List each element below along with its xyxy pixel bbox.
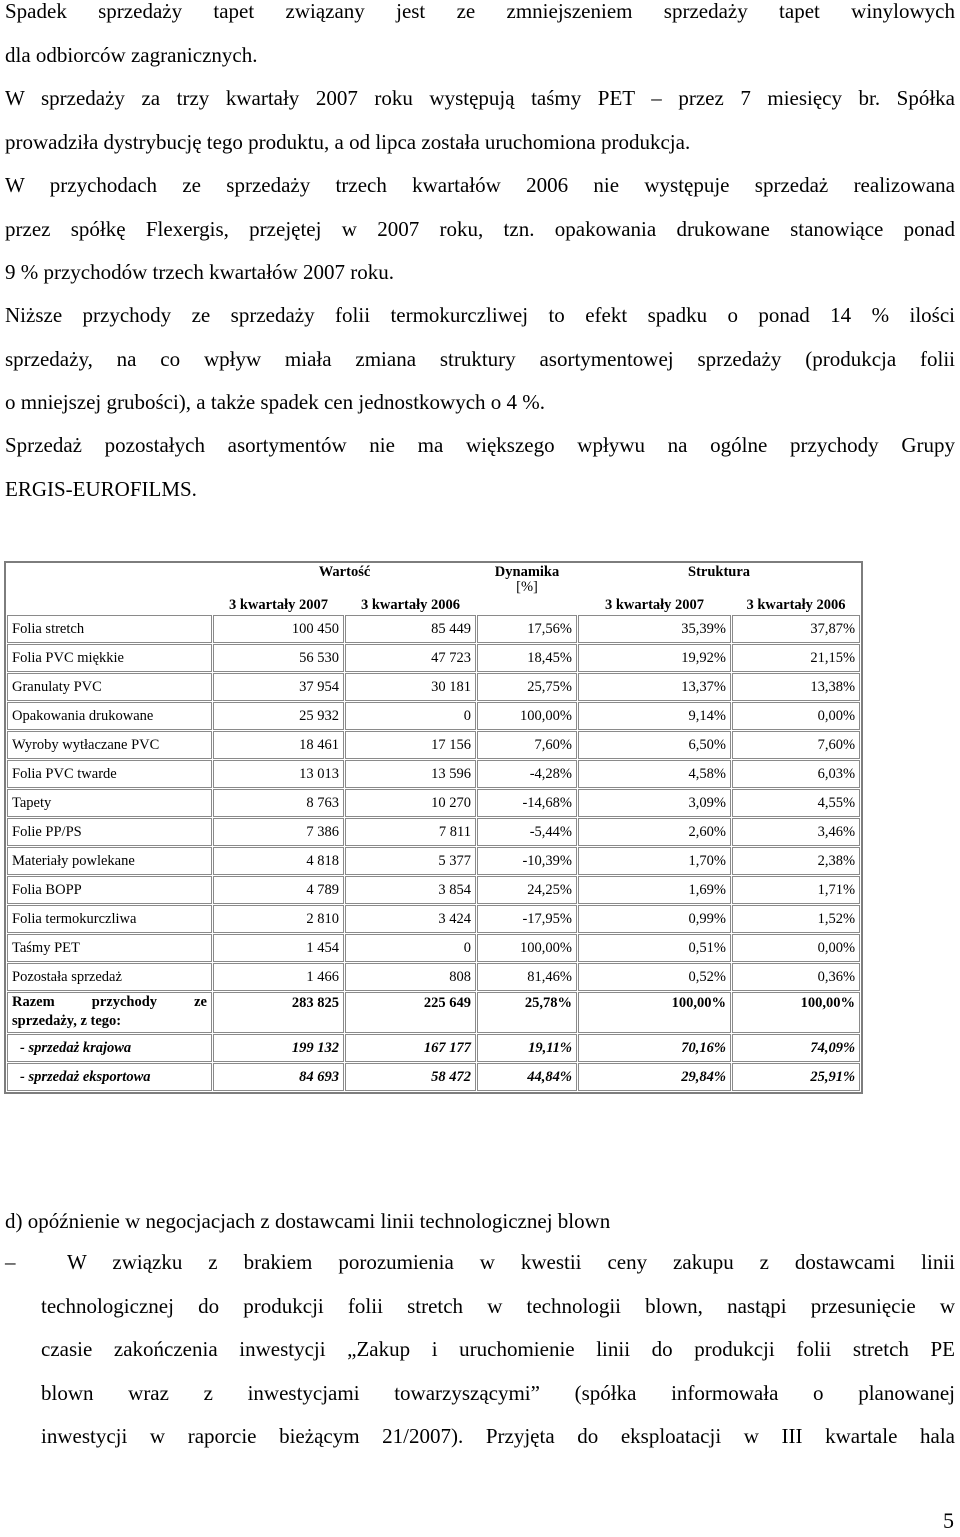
total-structure-2007: 100,00% bbox=[578, 992, 731, 1033]
row-label: Folia PVC twarde bbox=[7, 760, 212, 788]
value-2006: 10 270 bbox=[345, 789, 476, 817]
dynamics: 18,45% bbox=[477, 644, 577, 672]
value-2006: 13 596 bbox=[345, 760, 476, 788]
header-blank bbox=[477, 597, 577, 614]
structure-2006: 74,09% bbox=[732, 1034, 860, 1062]
paragraph-tasmy-pet bbox=[5, 77, 955, 164]
structure-2007: 0,51% bbox=[578, 934, 731, 962]
row-label: Materiały powlekane bbox=[7, 847, 212, 875]
text-line: Spadek sprzedaży tapet związany jest ze zmniejszeniem sprzedaży tapet winylowych bbox=[5, 0, 955, 23]
value-2006: 3 424 bbox=[345, 905, 476, 933]
header-dynamika-label: Dynamika bbox=[494, 564, 560, 580]
text-line: o mniejszej grubości), a także spadek cen jednostkowych o 4 %. bbox=[5, 390, 546, 414]
structure-2006: 1,52% bbox=[732, 905, 860, 933]
value-2006: 58 472 bbox=[345, 1063, 476, 1091]
value-2006: 808 bbox=[345, 963, 476, 991]
header-dynamika-unit: [%] bbox=[516, 579, 538, 595]
table-row bbox=[7, 731, 860, 759]
paragraph-termokurczliwa bbox=[5, 294, 955, 425]
structure-2006: 7,60% bbox=[732, 731, 860, 759]
structure-2007: 3,09% bbox=[578, 789, 731, 817]
structure-2007: 35,39% bbox=[578, 615, 731, 643]
value-2006: 30 181 bbox=[345, 673, 476, 701]
value-2007: 13 013 bbox=[213, 760, 344, 788]
total-label-line: Razem przychody ze bbox=[12, 994, 207, 1010]
value-2007: 25 932 bbox=[213, 702, 344, 730]
table-row bbox=[7, 760, 860, 788]
value-2006: 85 449 bbox=[345, 615, 476, 643]
structure-2007: 6,50% bbox=[578, 731, 731, 759]
row-label: Pozostała sprzedaż bbox=[7, 963, 212, 991]
value-2007: 7 386 bbox=[213, 818, 344, 846]
table-row bbox=[7, 673, 860, 701]
header-wartosc: Wartość bbox=[318, 564, 371, 580]
value-2006: 0 bbox=[345, 934, 476, 962]
table-row bbox=[7, 934, 860, 962]
dynamics: -5,44% bbox=[477, 818, 577, 846]
row-label: Folia PVC miękkie bbox=[7, 644, 212, 672]
table-row bbox=[7, 847, 860, 875]
total-value-2006: 225 649 bbox=[345, 992, 476, 1033]
table-row bbox=[7, 818, 860, 846]
structure-2006: 37,87% bbox=[732, 615, 860, 643]
text-line: przez spółkę Flexergis, przejętej w 2007 roku, tzn. opakowania drukowane stanowiące ponad bbox=[5, 216, 955, 241]
dynamics: 100,00% bbox=[477, 702, 577, 730]
row-label: Taśmy PET bbox=[7, 934, 212, 962]
total-structure-2006: 100,00% bbox=[732, 992, 860, 1033]
row-label: - sprzedaż krajowa bbox=[7, 1034, 212, 1062]
dynamics: 100,00% bbox=[477, 934, 577, 962]
paragraph-pozostale bbox=[5, 424, 955, 511]
dynamics: 7,60% bbox=[477, 731, 577, 759]
dynamics: -14,68% bbox=[477, 789, 577, 817]
dynamics: -10,39% bbox=[477, 847, 577, 875]
value-2006: 17 156 bbox=[345, 731, 476, 759]
structure-2007: 2,60% bbox=[578, 818, 731, 846]
table-row bbox=[7, 963, 860, 991]
value-2007: 56 530 bbox=[213, 644, 344, 672]
dynamics: -17,95% bbox=[477, 905, 577, 933]
header-structure-2006: 3 kwartały 2006 bbox=[746, 597, 846, 613]
text-line: sprzedaży, na co wpływ miała zmiana struktury asortymentowej sprzedaży (produkcja folii bbox=[5, 346, 955, 371]
value-2006: 0 bbox=[345, 702, 476, 730]
dash-marker: – bbox=[5, 1250, 16, 1274]
total-label-line: sprzedaży, z tego: bbox=[12, 1013, 122, 1029]
text-line: inwestycji w raporcie bieżącym 21/2007). Przyjęta do eksploatacji w III kwartale hala bbox=[41, 1424, 955, 1448]
dynamics: 24,25% bbox=[477, 876, 577, 904]
text-line: prowadziła dystrybucję tego produktu, a od lipca została uruchomiona produkcja. bbox=[5, 129, 691, 154]
text-line: W sprzedaży za trzy kwartały 2007 roku występują taśmy PET – przez 7 miesięcy br. Spółka bbox=[5, 86, 955, 110]
value-2007: 8 763 bbox=[213, 789, 344, 817]
value-2007: 1 466 bbox=[213, 963, 344, 991]
paragraph-flexergis bbox=[5, 164, 955, 295]
value-2006: 167 177 bbox=[345, 1034, 476, 1062]
structure-2006: 2,38% bbox=[732, 847, 860, 875]
structure-2007: 19,92% bbox=[578, 644, 731, 672]
structure-2007: 1,69% bbox=[578, 876, 731, 904]
header-blank bbox=[7, 564, 212, 596]
value-2007: 100 450 bbox=[213, 615, 344, 643]
header-struktura: Struktura bbox=[688, 564, 751, 580]
row-label: Folia BOPP bbox=[7, 876, 212, 904]
structure-2007: 70,16% bbox=[578, 1034, 731, 1062]
row-label: Wyroby wytłaczane PVC bbox=[7, 731, 212, 759]
row-label: Tapety bbox=[7, 789, 212, 817]
table-row bbox=[7, 702, 860, 730]
value-2007: 4 789 bbox=[213, 876, 344, 904]
text-line: 9 % przychodów trzech kwartałów 2007 roku. bbox=[5, 260, 394, 284]
row-label: - sprzedaż eksportowa bbox=[7, 1063, 212, 1091]
structure-2007: 0,99% bbox=[578, 905, 731, 933]
dynamics: -4,28% bbox=[477, 760, 577, 788]
text-line: czasie zakończenia inwestycji „Zakup i uruchomienie linii do produkcji folii stretch PE bbox=[41, 1337, 955, 1361]
total-row bbox=[7, 992, 860, 1033]
structure-2006: 25,91% bbox=[732, 1063, 860, 1091]
dynamics: 44,84% bbox=[477, 1063, 577, 1091]
table-row-domestic bbox=[7, 1034, 860, 1062]
structure-2006: 3,46% bbox=[732, 818, 860, 846]
page-number: 5 bbox=[943, 1508, 954, 1533]
dynamics: 81,46% bbox=[477, 963, 577, 991]
header-value-2006: 3 kwartały 2006 bbox=[360, 597, 461, 613]
table-row bbox=[7, 615, 860, 643]
row-label: Folia stretch bbox=[7, 615, 212, 643]
paragraph-tapety bbox=[5, 0, 955, 77]
dynamics: 25,75% bbox=[477, 673, 577, 701]
row-label: Opakowania drukowane bbox=[7, 702, 212, 730]
header-blank bbox=[7, 597, 212, 614]
total-value-2007: 283 825 bbox=[213, 992, 344, 1033]
structure-2007: 1,70% bbox=[578, 847, 731, 875]
value-2007: 2 810 bbox=[213, 905, 344, 933]
structure-2006: 0,00% bbox=[732, 934, 860, 962]
value-2007: 84 693 bbox=[213, 1063, 344, 1091]
table-subheader-row bbox=[7, 597, 860, 614]
header-structure-2007: 3 kwartały 2007 bbox=[604, 597, 705, 613]
table-row bbox=[7, 789, 860, 817]
row-label: Granulaty PVC bbox=[7, 673, 212, 701]
structure-2006: 13,38% bbox=[732, 673, 860, 701]
row-label: Folia termokurczliwa bbox=[7, 905, 212, 933]
text-line: blown wraz z inwestycjami towarzyszącymi” (spółka informowała o planowanej bbox=[41, 1380, 955, 1405]
value-2007: 1 454 bbox=[213, 934, 344, 962]
section-d-heading: d) opóźnienie w negocjacjach z dostawcami linii technologicznej blown bbox=[5, 1209, 611, 1233]
value-2006: 7 811 bbox=[345, 818, 476, 846]
structure-2007: 0,52% bbox=[578, 963, 731, 991]
total-label bbox=[7, 992, 212, 1033]
value-2006: 3 854 bbox=[345, 876, 476, 904]
value-2007: 18 461 bbox=[213, 731, 344, 759]
structure-2007: 29,84% bbox=[578, 1063, 731, 1091]
header-value-2007: 3 kwartały 2007 bbox=[228, 597, 329, 613]
table-row bbox=[7, 644, 860, 672]
dynamics: 17,56% bbox=[477, 615, 577, 643]
structure-2007: 9,14% bbox=[578, 702, 731, 730]
value-2006: 5 377 bbox=[345, 847, 476, 875]
value-2007: 4 818 bbox=[213, 847, 344, 875]
table-header-row bbox=[7, 564, 860, 596]
value-2007: 199 132 bbox=[213, 1034, 344, 1062]
table-row bbox=[7, 905, 860, 933]
structure-2006: 4,55% bbox=[732, 789, 860, 817]
table-row bbox=[7, 876, 860, 904]
text-line: W przychodach ze sprzedaży trzech kwartałów 2006 nie występuje sprzedaż realizowana bbox=[5, 173, 955, 197]
text-line: dla odbiorców zagranicznych. bbox=[5, 42, 258, 67]
total-dynamics: 25,78% bbox=[477, 992, 577, 1033]
text-line: W związku z brakiem porozumienia w kwestii ceny zakupu z dostawcami linii bbox=[67, 1250, 955, 1274]
revenue-table bbox=[4, 561, 863, 1094]
header-dynamika bbox=[477, 564, 577, 596]
text-line: technologicznej do produkcji folii stretch w technologii blown, nastąpi przesunięcie w bbox=[41, 1293, 955, 1318]
section-d-body bbox=[5, 1241, 955, 1459]
structure-2007: 4,58% bbox=[578, 760, 731, 788]
table-row-export bbox=[7, 1063, 860, 1091]
text-line: ERGIS-EUROFILMS. bbox=[5, 476, 197, 501]
structure-2006: 21,15% bbox=[732, 644, 860, 672]
structure-2006: 0,00% bbox=[732, 702, 860, 730]
dynamics: 19,11% bbox=[477, 1034, 577, 1062]
text-line: Niższe przychody ze sprzedaży folii termokurczliwej to efekt spadku o ponad 14 % ilości bbox=[5, 303, 955, 327]
structure-2007: 13,37% bbox=[578, 673, 731, 701]
structure-2006: 0,36% bbox=[732, 963, 860, 991]
structure-2006: 6,03% bbox=[732, 760, 860, 788]
value-2007: 37 954 bbox=[213, 673, 344, 701]
text-line: Sprzedaż pozostałych asortymentów nie ma większego wpływu na ogólne przychody Grupy bbox=[5, 433, 955, 457]
structure-2006: 1,71% bbox=[732, 876, 860, 904]
row-label: Folie PP/PS bbox=[7, 818, 212, 846]
value-2006: 47 723 bbox=[345, 644, 476, 672]
